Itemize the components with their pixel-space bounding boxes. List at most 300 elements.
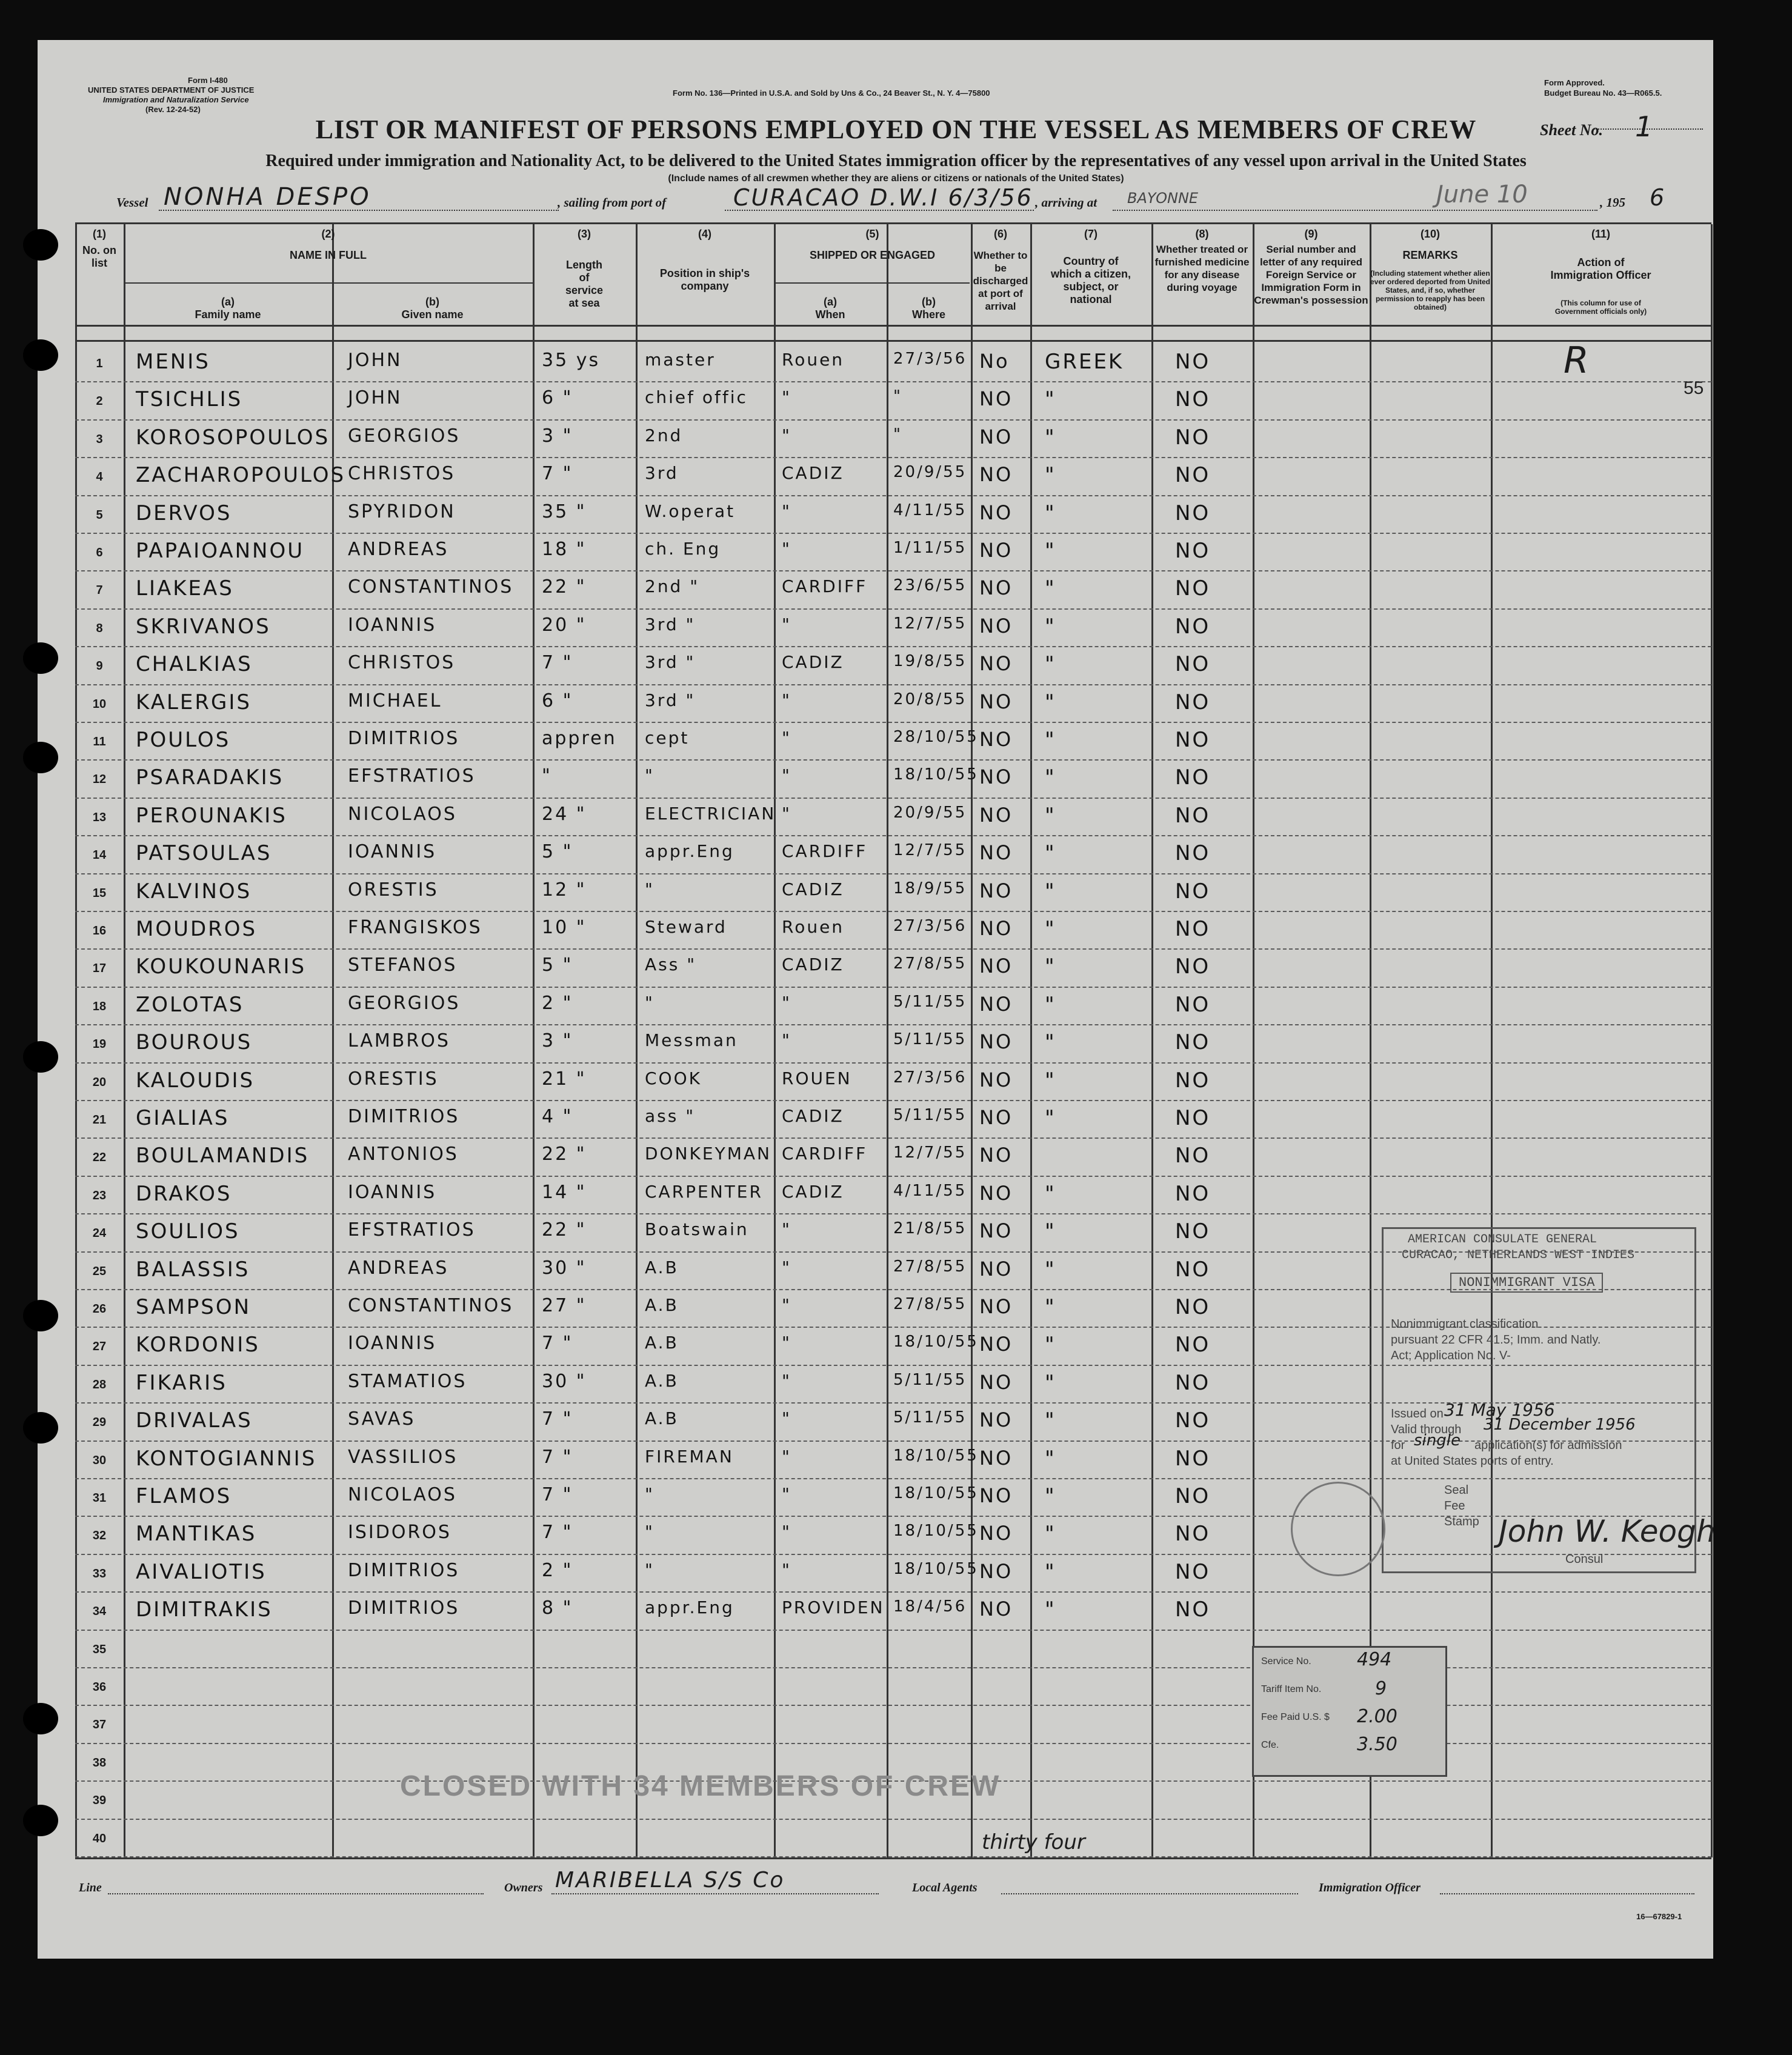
cell-discharge: NO [979, 539, 1013, 562]
cell-discharge: NO [979, 652, 1013, 676]
service-name: Immigration and Naturalization Service [103, 95, 249, 104]
row-number: 33 [92, 1567, 107, 1580]
row-number: 8 [96, 621, 103, 635]
cell-service: 14 " [542, 1181, 587, 1203]
cell-family: PATSOULAS [136, 841, 272, 866]
cell-given: ISIDOROS [348, 1522, 451, 1544]
cell-where: " [893, 387, 902, 406]
row-number: 5 [96, 508, 103, 522]
col-action-header: (11) Action of Immigration Officer (This column for use of Government officials only) [1550, 228, 1651, 316]
cell-discharge: NO [979, 614, 1013, 638]
cell-country: " [1045, 1597, 1056, 1622]
budget-bureau: Budget Bureau No. 43—R065.5. [1544, 88, 1662, 98]
cell-country: " [1045, 1522, 1056, 1547]
row-rule [75, 1856, 1711, 1857]
cell-where: 18/10/55 [893, 1559, 979, 1578]
cell-country: " [1045, 1257, 1056, 1282]
cell-family: PAPAIOANNOU [136, 539, 305, 563]
cell-given: SPYRIDON [348, 501, 456, 522]
arrival-date: June 10 [1436, 181, 1528, 208]
cell-country: " [1045, 387, 1056, 412]
cell-country: " [1045, 1484, 1056, 1508]
cell-discharge: NO [979, 1144, 1013, 1167]
row-number: 22 [92, 1151, 107, 1165]
cell-service: 21 " [542, 1068, 587, 1090]
cell-when: " [782, 1559, 791, 1580]
cell-when: Rouen [782, 917, 845, 937]
cell-medicine: NO [1175, 728, 1211, 752]
cell-when: CARDIFF [782, 576, 868, 597]
cell-discharge: No [979, 350, 1010, 373]
cell-country: " [1045, 1181, 1056, 1206]
line-field [108, 1893, 484, 1894]
cell-family: DRIVALAS [136, 1408, 253, 1433]
row-number: 7 [96, 584, 103, 598]
departure-port: CURACAO D.W.I 6/3/56 [733, 184, 1033, 211]
cell-family: SKRIVANOS [136, 614, 271, 639]
cell-family: BOUROUS [136, 1030, 253, 1055]
cell-service: 6 " [542, 387, 573, 409]
cell-country: " [1045, 1408, 1056, 1433]
punch-hole [23, 1703, 58, 1734]
row-number: 6 [96, 546, 103, 559]
cell-when: " [782, 501, 791, 521]
page-title: LIST OR MANIFEST OF PERSONS EMPLOYED ON THE VESSEL AS MEMBERS OF CREW [315, 115, 1477, 144]
row-number: 15 [92, 886, 107, 900]
row-number: 32 [92, 1529, 107, 1543]
cell-where: 27/3/56 [893, 350, 967, 368]
row-number: 19 [92, 1037, 107, 1051]
cell-position: DONKEYMAN [645, 1144, 771, 1164]
row-number: 14 [92, 848, 107, 862]
row-number: 21 [92, 1113, 107, 1127]
cell-country: " [1045, 917, 1056, 941]
col-when-header: (a) When [815, 296, 845, 321]
cell-discharge: NO [979, 1522, 1013, 1545]
form-code: 16—67829-1 [1636, 1912, 1682, 1921]
cell-when: " [782, 1522, 791, 1542]
cell-service: 7 " [542, 1333, 573, 1354]
cell-given: GEORGIOS [348, 992, 461, 1014]
punch-hole [23, 1041, 58, 1073]
cell-position: " [645, 1484, 655, 1504]
cell-country: " [1045, 614, 1056, 639]
cell-service: 7 " [542, 1522, 573, 1544]
cell-service: 22 " [542, 1219, 587, 1241]
cell-given: ANTONIOS [348, 1144, 459, 1165]
cell-position: 2nd [645, 425, 683, 445]
cell-discharge: NO [979, 841, 1013, 865]
cell-given: CHRISTOS [348, 463, 456, 485]
cell-where: 20/9/55 [893, 463, 967, 482]
officer-label: Immigration Officer [1319, 1881, 1421, 1894]
cell-given: CONSTANTINOS [348, 576, 514, 598]
cell-where: 18/10/55 [893, 1484, 979, 1502]
cell-when: " [782, 1484, 791, 1504]
cell-medicine: NO [1175, 1559, 1211, 1584]
cell-where: 18/9/55 [893, 879, 967, 898]
row-number: 10 [92, 697, 107, 711]
department: UNITED STATES DEPARTMENT OF JUSTICE [88, 85, 255, 95]
cell-when: CADIZ [782, 879, 844, 899]
row-rule [75, 608, 1711, 610]
cell-given: MICHAEL [348, 690, 442, 711]
cell-discharge: NO [979, 1333, 1013, 1356]
cell-given: EFSTRATIOS [348, 765, 476, 787]
row-rule [75, 570, 1711, 571]
row-number: 26 [92, 1302, 107, 1316]
cell-when: CADIZ [782, 652, 844, 673]
cell-position: 3rd [645, 463, 679, 484]
cell-where: 20/9/55 [893, 803, 967, 822]
cell-family: KALVINOS [136, 879, 252, 904]
col-country-header: (7) Country of which a citizen, subject, or national [1050, 228, 1131, 305]
cell-medicine: NO [1175, 387, 1211, 412]
cell-country: " [1045, 1030, 1056, 1055]
consular-seal [1291, 1482, 1385, 1576]
cell-country: " [1045, 1106, 1056, 1130]
cell-service: 10 " [542, 917, 587, 938]
col-remarks-header: (10) REMARKS (Including statement whether alien ever ordered deported from United States, and, if so, whether permission to reapply has been obtained) [1370, 228, 1491, 311]
row-number: 29 [92, 1416, 107, 1430]
cell-discharge: NO [979, 917, 1013, 940]
row-rule [75, 1630, 1711, 1631]
cell-position: Boatswain [645, 1219, 749, 1240]
owners-field [551, 1893, 879, 1894]
cell-medicine: NO [1175, 1370, 1211, 1395]
cell-service: 7 " [542, 463, 573, 485]
cell-medicine: NO [1175, 954, 1211, 979]
cell-given: GEORGIOS [348, 425, 461, 447]
cell-where: 18/10/55 [893, 1333, 979, 1351]
cell-country: " [1045, 728, 1056, 752]
cell-given: JOHN [348, 387, 402, 409]
cell-given: STEFANOS [348, 954, 458, 976]
cell-when: CADIZ [782, 954, 844, 975]
cell-where: 21/8/55 [893, 1219, 967, 1238]
cell-position: chief offic [645, 387, 748, 408]
col-shipped-header: (5) SHIPPED OR ENGAGED [809, 228, 936, 261]
margin-number: 55 [1684, 378, 1704, 398]
cell-medicine: NO [1175, 1522, 1211, 1547]
cell-family: MOUDROS [136, 917, 258, 941]
cell-position: W.operat [645, 501, 736, 521]
cell-family: LIAKEAS [136, 576, 234, 601]
arrival-line [1113, 210, 1597, 211]
cell-service: 27 " [542, 1295, 587, 1316]
cell-given: VASSILIOS [348, 1446, 458, 1468]
cell-medicine: NO [1175, 690, 1211, 714]
sheet-number: 1 [1635, 110, 1653, 143]
cell-family: MENIS [136, 350, 210, 374]
thirty-four-note: thirty four [982, 1830, 1085, 1854]
cell-given: ANDREAS [348, 1257, 449, 1279]
cell-family: DERVOS [136, 501, 232, 525]
row-number: 39 [92, 1794, 107, 1808]
cell-country: " [1045, 539, 1056, 563]
cell-discharge: NO [979, 425, 1013, 448]
cell-when: " [782, 425, 791, 445]
cell-given: DIMITRIOS [348, 728, 460, 749]
row-rule [75, 873, 1711, 874]
cell-discharge: NO [979, 1181, 1013, 1205]
cell-service: 12 " [542, 879, 587, 901]
cell-medicine: NO [1175, 841, 1211, 866]
cell-discharge: NO [979, 1408, 1013, 1432]
cell-country: " [1045, 652, 1056, 677]
cell-when: " [782, 803, 791, 824]
row-number: 23 [92, 1188, 107, 1202]
row-rule [75, 798, 1711, 799]
cell-family: KONTOGIANNIS [136, 1446, 317, 1471]
cell-when: " [782, 1333, 791, 1353]
cell-given: ORESTIS [348, 879, 439, 901]
printer-line: Form No. 136—Printed in U.S.A. and Sold by Uns & Co., 24 Beaver St., N. Y. 4—75800 [673, 88, 990, 98]
vessel-label: Vessel [116, 195, 148, 210]
row-number: 4 [96, 470, 103, 484]
cell-family: DIMITRAKIS [136, 1597, 273, 1622]
row-rule [75, 684, 1711, 685]
cell-family: ZACHAROPOULOS [136, 463, 346, 488]
row-rule [75, 1100, 1711, 1101]
cell-medicine: NO [1175, 1106, 1211, 1130]
form-approved: Form Approved. [1544, 78, 1605, 87]
cell-discharge: NO [979, 1030, 1013, 1054]
consul-signature: John W. Keogh [1499, 1514, 1716, 1549]
cell-position: " [645, 1522, 655, 1542]
row-rule [75, 495, 1711, 496]
row-number: 18 [92, 999, 107, 1013]
cell-where: 28/10/55 [893, 728, 979, 746]
col-given-header: (b) Given name [401, 296, 464, 321]
cell-when: " [782, 728, 791, 748]
cell-where: 5/11/55 [893, 1370, 967, 1389]
cell-where: 27/3/56 [893, 917, 967, 935]
row-number: 11 [93, 735, 106, 748]
cell-medicine: NO [1175, 992, 1211, 1017]
cell-service: 2 " [542, 992, 573, 1014]
cell-service: 3 " [542, 425, 573, 447]
row-rule [75, 1176, 1711, 1177]
cell-given: ORESTIS [348, 1068, 439, 1090]
cell-family: BOULAMANDIS [136, 1144, 310, 1168]
cell-medicine: NO [1175, 1446, 1211, 1471]
cell-when: PROVIDEN [782, 1597, 885, 1618]
punch-hole [23, 742, 58, 773]
owners-label: Owners [504, 1881, 543, 1894]
visa-stamp: AMERICAN CONSULATE GENERAL CURACAO, NETHERLANDS WEST INDIES NONIMMIGRANT VISA Nonimmigrant classification pursuant 22 CFR 41.5; Imm. and Natly. Act; Application No. V- Issued on 31 May 1956 Valid through 31 December 1956 for single application(s) for admission at United States ports of entry. Seal Fee Stamp Consul John W. Keogh [1382, 1227, 1696, 1573]
row-number: 9 [96, 659, 103, 673]
cell-given: DIMITRIOS [348, 1597, 460, 1619]
line-label: Line [79, 1881, 102, 1894]
cell-family: KOROSOPOULOS [136, 425, 330, 450]
cell-given: NICOLAOS [348, 1484, 457, 1505]
col-discharge-header: (6) Whether to be discharged at port of arrival [973, 228, 1028, 312]
cell-given: DIMITRIOS [348, 1106, 460, 1127]
cell-where: 18/10/55 [893, 1522, 979, 1540]
arrival-port: BAYONNE [1127, 190, 1199, 207]
col-position-header: (4) Position in ship's company [659, 228, 750, 292]
cell-when: Rouen [782, 350, 845, 370]
cell-medicine: NO [1175, 652, 1211, 677]
cell-medicine: NO [1175, 614, 1211, 639]
cell-medicine: NO [1175, 425, 1211, 450]
cell-where: 27/8/55 [893, 954, 967, 973]
row-rule [75, 1062, 1711, 1064]
cell-position: master [645, 350, 716, 370]
cell-family: ZOLOTAS [136, 992, 244, 1017]
cell-discharge: NO [979, 463, 1013, 487]
row-rule [75, 1024, 1711, 1025]
sailing-label: , sailing from port of [558, 195, 667, 210]
cell-service: 7 " [542, 1408, 573, 1430]
row-rule [75, 533, 1711, 534]
cell-service: 5 " [542, 954, 573, 976]
cell-when: " [782, 387, 791, 408]
cell-family: DRAKOS [136, 1181, 232, 1206]
cell-given: DIMITRIOS [348, 1559, 460, 1581]
cell-given: NICOLAOS [348, 803, 457, 825]
cell-country: " [1045, 954, 1056, 979]
cell-where: 27/3/56 [893, 1068, 967, 1087]
cell-discharge: NO [979, 1370, 1013, 1394]
arriving-label: , arriving at [1035, 195, 1098, 210]
row-number: 27 [92, 1340, 107, 1354]
cell-country: " [1045, 1219, 1056, 1244]
cell-country: " [1045, 1295, 1056, 1319]
cell-family: BALASSIS [136, 1257, 250, 1282]
cell-medicine: NO [1175, 1333, 1211, 1357]
officer-field [1440, 1893, 1694, 1894]
cell-when: " [782, 992, 791, 1013]
cell-when: " [782, 765, 791, 786]
cell-medicine: NO [1175, 1144, 1211, 1168]
cell-family: KOUKOUNARIS [136, 954, 307, 979]
cell-when: " [782, 1295, 791, 1315]
cell-given: SAVAS [348, 1408, 416, 1430]
cell-medicine: NO [1175, 917, 1211, 941]
cell-family: FIKARIS [136, 1370, 227, 1395]
cell-family: SAMPSON [136, 1295, 251, 1319]
cell-where: 4/11/55 [893, 501, 967, 519]
cell-medicine: NO [1175, 1408, 1211, 1433]
cell-country: " [1045, 879, 1056, 904]
cell-when: " [782, 1446, 791, 1467]
cell-position: A.B [645, 1408, 679, 1429]
agents-label: Local Agents [912, 1881, 978, 1894]
closed-stamp: CLOSED WITH 34 MEMBERS OF CREW [400, 1770, 1001, 1802]
cell-discharge: NO [979, 690, 1013, 713]
cell-position: " [645, 1559, 655, 1580]
cell-when: " [782, 1257, 791, 1277]
cell-family: PEROUNAKIS [136, 803, 287, 828]
row-number: 30 [92, 1453, 107, 1467]
punch-hole [23, 1412, 58, 1444]
cell-where: 12/7/55 [893, 614, 967, 633]
cell-service: 7 " [542, 1484, 573, 1505]
row-number: 16 [92, 924, 107, 938]
punch-hole [23, 642, 58, 674]
row-number: 13 [92, 810, 107, 824]
row-rule [75, 1213, 1711, 1214]
row-rule [75, 1743, 1711, 1744]
cell-medicine: NO [1175, 1181, 1211, 1206]
cell-medicine: NO [1175, 501, 1211, 525]
cell-given: IOANNIS [348, 841, 437, 863]
cell-service: 30 " [542, 1257, 587, 1279]
row-rule [75, 1591, 1711, 1593]
required-statement: Required under immigration and Nationality Act, to be delivered to the United States immigration officer by the representatives of any vessel upon arrival in the United States [265, 152, 1527, 170]
cell-given: IOANNIS [348, 1333, 437, 1354]
cell-discharge: NO [979, 1559, 1013, 1583]
row-number: 1 [96, 357, 103, 370]
cell-medicine: NO [1175, 539, 1211, 563]
col-name-header: (2) NAME IN FULL [290, 228, 367, 261]
punch-hole [23, 229, 58, 261]
cell-country: " [1045, 765, 1056, 790]
row-rule [75, 646, 1711, 647]
row-number: 36 [92, 1680, 107, 1694]
cell-country: " [1045, 425, 1056, 450]
cell-where: 23/6/55 [893, 576, 967, 595]
cell-discharge: NO [979, 501, 1013, 524]
col-family-header: (a) Family name [195, 296, 261, 321]
cell-when: " [782, 1408, 791, 1429]
cell-where: 19/8/55 [893, 652, 967, 671]
cell-discharge: NO [979, 1597, 1013, 1621]
cell-service: 35 " [542, 501, 587, 522]
cell-where: " [893, 425, 902, 444]
row-rule [75, 722, 1711, 723]
row-number: 31 [92, 1491, 107, 1505]
cell-position: 2nd " [645, 576, 700, 597]
row-rule [75, 1819, 1711, 1820]
cell-when: " [782, 690, 791, 710]
row-rule [75, 457, 1711, 458]
cell-country: " [1045, 992, 1056, 1017]
cell-position: A.B [645, 1333, 679, 1353]
cell-country: " [1045, 501, 1056, 525]
row-number: 24 [92, 1227, 107, 1241]
cell-when: " [782, 1030, 791, 1051]
row-number: 37 [92, 1718, 107, 1732]
row-number: 3 [96, 432, 103, 446]
cell-position: A.B [645, 1257, 679, 1277]
cell-family: GIALIAS [136, 1106, 230, 1130]
cell-when: " [782, 1370, 791, 1391]
cell-family: SOULIOS [136, 1219, 240, 1244]
cell-country: " [1045, 1446, 1056, 1471]
cell-given: CONSTANTINOS [348, 1295, 514, 1316]
cell-where: 1/11/55 [893, 539, 967, 557]
cell-position: A.B [645, 1295, 679, 1315]
cell-given: IOANNIS [348, 1181, 437, 1203]
cell-medicine: NO [1175, 803, 1211, 828]
cell-service: 35 ys [542, 350, 601, 371]
crew-table [75, 222, 1711, 1859]
cell-medicine: NO [1175, 576, 1211, 601]
cell-country: " [1045, 576, 1056, 601]
cell-position: appr.Eng [645, 841, 734, 862]
cell-country: " [1045, 1370, 1056, 1395]
cell-family: FLAMOS [136, 1484, 232, 1508]
cell-when: CADIZ [782, 1106, 844, 1126]
cell-where: 27/8/55 [893, 1257, 967, 1276]
cell-when: " [782, 614, 791, 634]
cell-when: CARDIFF [782, 1144, 868, 1164]
cell-where: 5/11/55 [893, 1408, 967, 1427]
row-number: 17 [92, 962, 107, 976]
